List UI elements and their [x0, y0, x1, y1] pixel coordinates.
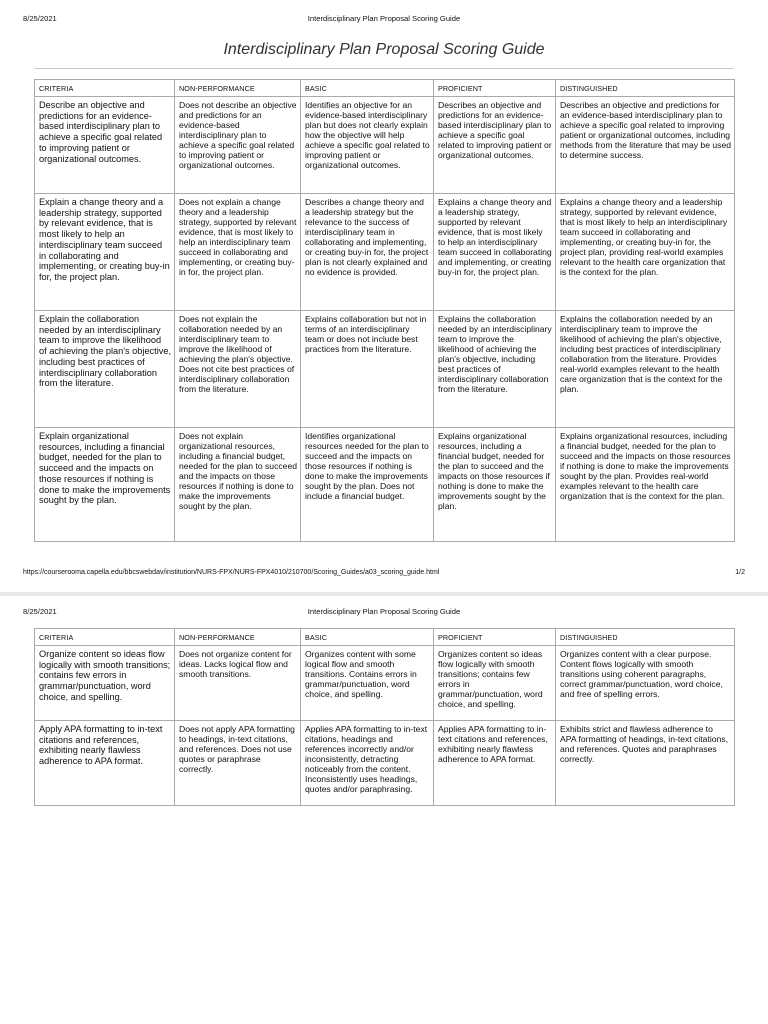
distinguished-cell: Explains organizational resources, including a financial budget, needed for the plan to succeed and the impacts on those resources if nothing is done to make the improvements sought by the plan. Provides real-world examples relevant to the health care organization that is the context for the plan.: [556, 428, 735, 542]
column-header-proficient: PROFICIENT: [434, 629, 556, 646]
proficient-cell: Describes an objective and predictions for an evidence-based interdisciplinary plan to achieve a specific goal related to improving patient or organizational outcomes.: [434, 97, 556, 194]
header-title: Interdisciplinary Plan Proposal Scoring Guide: [307, 607, 461, 616]
criteria-cell: Explain organizational resources, including a financial budget, needed for the plan to succeed and the impacts on those resources if nothing is done to make the improvements sought by the plan.: [35, 428, 175, 542]
table-row: [35, 97, 735, 194]
page-2: [0, 598, 768, 1024]
scoring-table: [34, 79, 735, 542]
table-row: [35, 646, 735, 721]
footer-page-number: 1/2: [735, 569, 745, 576]
basic-cell: Identifies an objective for an evidence-based interdisciplinary plan but does not clearly explain how the objective will help achieve a specific goal related to improving patient or organizational outcomes.: [301, 97, 434, 194]
header-date: 8/25/2021: [23, 14, 57, 23]
distinguished-cell: Describes an objective and predictions for an evidence-based interdisciplinary plan to achieve a specific goal related to improving patient or organizational outcomes, including methods from the literature that may be used to determine success.: [556, 97, 735, 194]
scoring-table: [34, 628, 735, 806]
basic-cell: Organizes content with some logical flow and smooth transitions. Contains errors in grammar/punctuation, word choice, and spelling.: [301, 646, 434, 721]
criteria-cell: Describe an objective and predictions for an evidence-based interdisciplinary plan to achieve a specific goal related to improving patient or organizational outcomes.: [35, 97, 175, 194]
table-row: [35, 311, 735, 428]
distinguished-cell: Explains the collaboration needed by an interdisciplinary team to improve the likelihood of achieving the plan's objective, including best practices of interdisciplinary collaboration from the literature. Provides real-world examples relevant to the health care organization that is the context for the plan.: [556, 311, 735, 428]
column-header-criteria: CRITERIA: [35, 80, 175, 97]
non-performance-cell: Does not apply APA formatting to headings, in-text citations, and references. Does not use quotes or paraphrase correctly.: [175, 721, 301, 806]
proficient-cell: Applies APA formatting to in-text citations and references, exhibiting nearly flawless adherence to APA format.: [434, 721, 556, 806]
table-header-row: [35, 80, 735, 97]
proficient-cell: Explains organizational resources, including a financial budget, needed for the plan to succeed and the impacts on those resources if nothing is done to make the improvements sought by the plan.: [434, 428, 556, 542]
non-performance-cell: Does not explain organizational resources, including a financial budget, needed for the plan to succeed and the impacts on those resources if nothing is done to make the improvements sought by the plan.: [175, 428, 301, 542]
distinguished-cell: Exhibits strict and flawless adherence to APA formatting of headings, in-text citations, and references. Quotes and paraphrases correctly.: [556, 721, 735, 806]
non-performance-cell: Does not explain a change theory and a leadership strategy, supported by relevant evidence, that is most likely to help an interdisciplinary team succeed in collaborating and implementing, or creating buy-in for, the project plan.: [175, 194, 301, 311]
column-header-non-performance: NON-PERFORMANCE: [175, 629, 301, 646]
table-row: [35, 721, 735, 806]
page-separator: [0, 592, 768, 596]
distinguished-cell: Explains a change theory and a leadership strategy, supported by relevant evidence, that is most likely to help an interdisciplinary team succeed in collaborating and implementing, or creating buy-in for, the project plan, providing real-world examples relevant to the health care organization that is the context for the plan.: [556, 194, 735, 311]
header-title: Interdisciplinary Plan Proposal Scoring Guide: [307, 14, 461, 23]
criteria-cell: Explain the collaboration needed by an interdisciplinary team to improve the likelihood of achieving the plan's objective, including best practices of interdisciplinary collaboration from the literature.: [35, 311, 175, 428]
table-row: [35, 428, 735, 542]
footer-url: https://courseroomа.capella.edu/bbcswebdav/institution/NURS-FPX/NURS-FPX4010/210700/Scoring_Guides/a03_scoring_guide.html: [23, 569, 440, 576]
column-header-basic: BASIC: [301, 80, 434, 97]
non-performance-cell: Does not explain the collaboration needed by an interdisciplinary team to improve the likelihood of achieving the plan's objective. Does not cite best practices of interdisciplinary collaboration from the literature.: [175, 311, 301, 428]
print-footer: [23, 569, 745, 576]
basic-cell: Explains collaboration but not in terms of an interdisciplinary team or does not include best practices from the literature.: [301, 311, 434, 428]
basic-cell: Applies APA formatting to in-text citations, headings and references incorrectly and/or inconsistently, detracting noticeably from the content. Inconsistently uses headings, quotes and/or paraphrasing.: [301, 721, 434, 806]
distinguished-cell: Organizes content with a clear purpose. Content flows logically with smooth transitions using coherent paragraphs, correct grammar/punctuation, word choice, and free of spelling errors.: [556, 646, 735, 721]
header-date: 8/25/2021: [23, 607, 57, 616]
column-header-criteria: CRITERIA: [35, 629, 175, 646]
table-row: [35, 194, 735, 311]
proficient-cell: Organizes content so ideas flow logically with smooth transitions; contains few errors in grammar/punctuation, word choice, and spelling.: [434, 646, 556, 721]
basic-cell: Describes a change theory and a leadership strategy but the relevance to the success of interdisciplinary team in collaborating and implementing, or creating buy-in for, the project plan is not clearly explained and no evidence is provided.: [301, 194, 434, 311]
column-header-proficient: PROFICIENT: [434, 80, 556, 97]
column-header-distinguished: DISTINGUISHED: [556, 80, 735, 97]
title-divider: [34, 68, 734, 69]
print-header: [23, 607, 745, 616]
column-header-basic: BASIC: [301, 629, 434, 646]
proficient-cell: Explains a change theory and a leadership strategy, supported by relevant evidence, that is most likely to help an interdisciplinary team succeed in collaborating and implementing, or creating buy-in for, the project plan.: [434, 194, 556, 311]
column-header-distinguished: DISTINGUISHED: [556, 629, 735, 646]
non-performance-cell: Does not describe an objective and predictions for an evidence-based interdisciplinary plan to achieve a specific goal related to improving patient or organizational outcomes.: [175, 97, 301, 194]
print-header: [23, 14, 745, 23]
criteria-cell: Explain a change theory and a leadership strategy, supported by relevant evidence, that is most likely to help an interdisciplinary team succeed in collaborating and implementing, or creating buy-in for, the project plan.: [35, 194, 175, 311]
column-header-non-performance: NON-PERFORMANCE: [175, 80, 301, 97]
non-performance-cell: Does not organize content for ideas. Lacks logical flow and smooth transitions.: [175, 646, 301, 721]
basic-cell: Identifies organizational resources needed for the plan to succeed and the impacts on those resources if nothing is done to make the improvements sought by the plan. Does not include a financial budget.: [301, 428, 434, 542]
table-header-row: [35, 629, 735, 646]
proficient-cell: Explains the collaboration needed by an interdisciplinary team to improve the likelihood of achieving the plan's objective, including best practices of interdisciplinary collaboration from the literature.: [434, 311, 556, 428]
criteria-cell: Organize content so ideas flow logically with smooth transitions; contains few errors in grammar/punctuation, word choice, and spelling.: [35, 646, 175, 721]
criteria-cell: Apply APA formatting to in-text citations and references, exhibiting nearly flawless adherence to APA format.: [35, 721, 175, 806]
document-title: Interdisciplinary Plan Proposal Scoring Guide: [223, 41, 545, 58]
